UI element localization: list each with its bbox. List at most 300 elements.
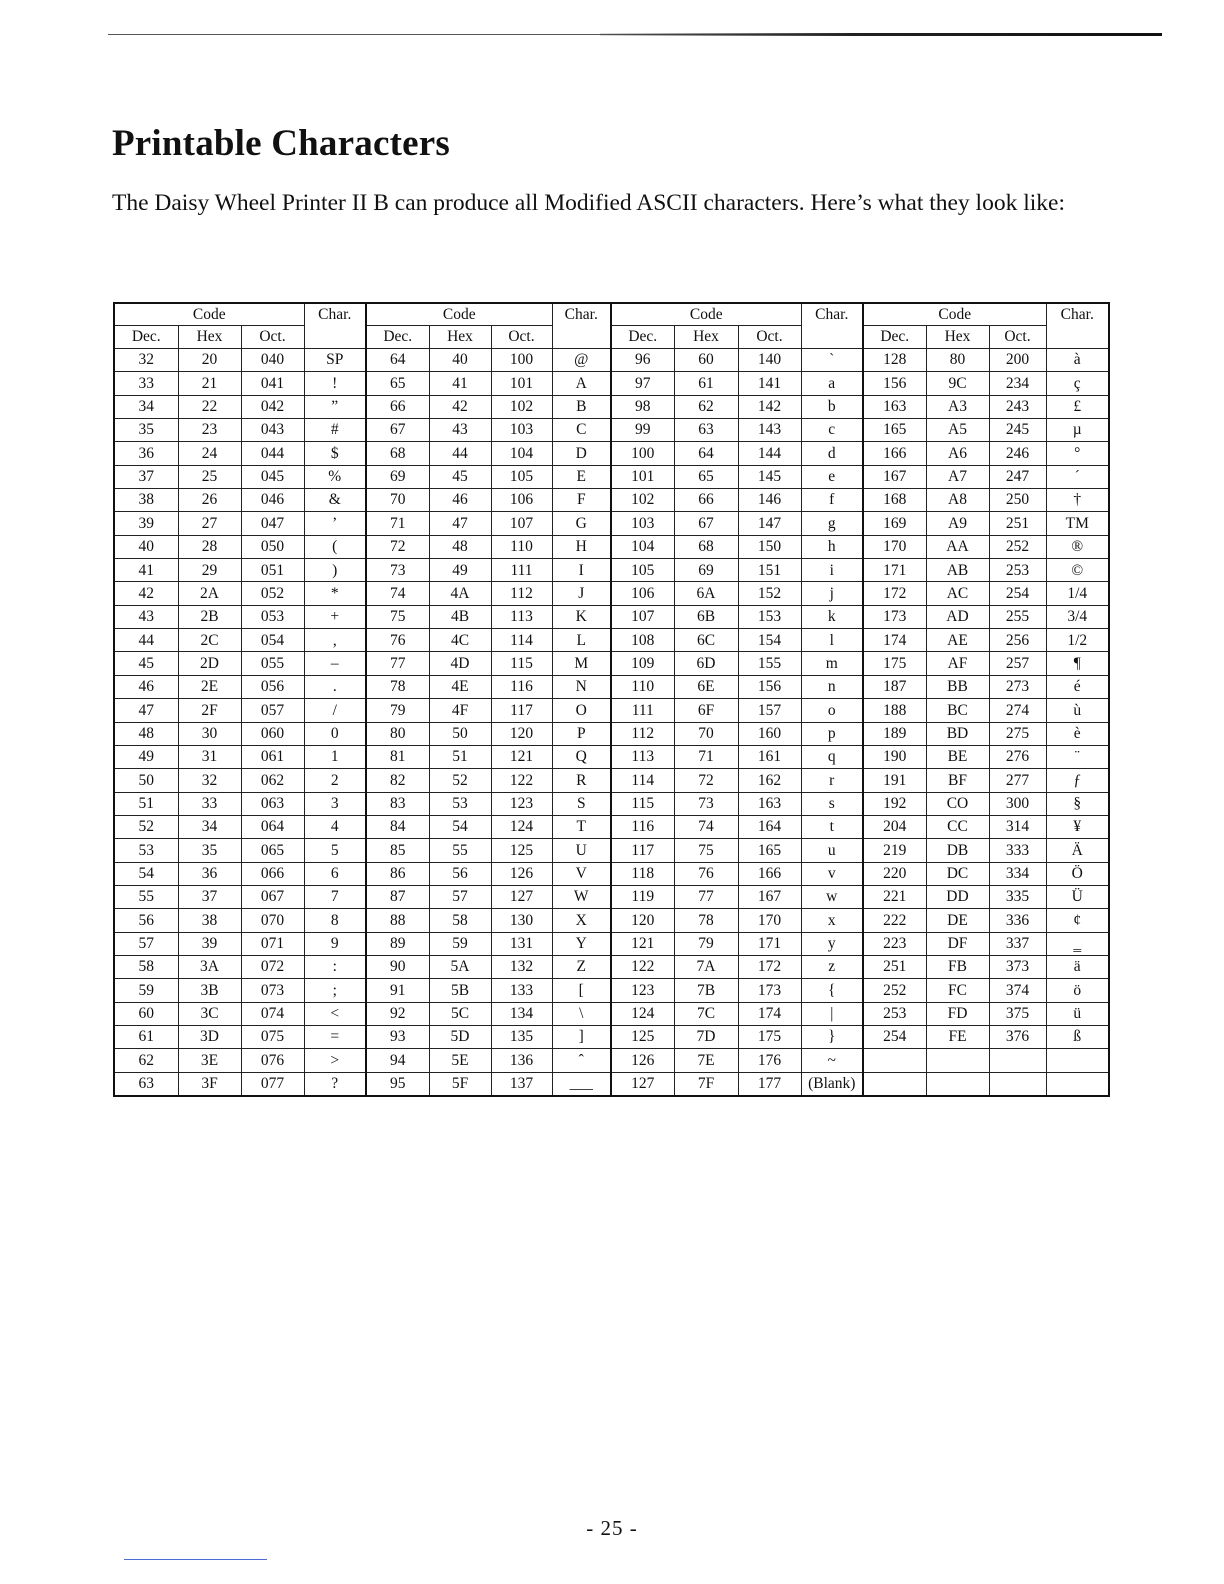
group-1-char-cell: , [304, 629, 366, 652]
group-3-hex-cell: 61 [674, 372, 738, 395]
group-2-oct-cell: 133 [491, 979, 552, 1002]
group-2-char-cell: P [552, 722, 611, 745]
group-4-dec-cell: 163 [863, 395, 926, 418]
group-1-oct-cell: 077 [241, 1072, 304, 1096]
group-4-dec-cell: 175 [863, 652, 926, 675]
group-2-oct-header: Oct. [491, 326, 552, 349]
group-2-char-cell: W [552, 885, 611, 908]
group-2-oct-cell: 134 [491, 1002, 552, 1025]
group-4-dec-cell: 171 [863, 559, 926, 582]
group-4-dec-cell: 156 [863, 372, 926, 395]
group-3-oct-cell: 152 [738, 582, 801, 605]
table-row [114, 862, 1109, 885]
group-3-hex-cell: 70 [674, 722, 738, 745]
group-2-dec-cell: 74 [366, 582, 429, 605]
group-2-oct-cell: 124 [491, 815, 552, 838]
group-1-oct-cell: 060 [241, 722, 304, 745]
group-1-dec-cell: 32 [114, 349, 178, 372]
group-2-char-cell: @ [552, 349, 611, 372]
group-4-hex-cell [926, 1072, 989, 1096]
group-3-oct-cell: 147 [738, 512, 801, 535]
group-2-hex-cell: 47 [429, 512, 491, 535]
group-2-char-cell: M [552, 652, 611, 675]
group-3-dec-cell: 119 [611, 885, 674, 908]
group-3-dec-cell: 97 [611, 372, 674, 395]
group-4-hex-cell: DE [926, 909, 989, 932]
group-2-char-cell: A [552, 372, 611, 395]
group-1-char-cell: $ [304, 442, 366, 465]
table-row [114, 489, 1109, 512]
group-1-oct-cell: 061 [241, 745, 304, 768]
group-4-hex-cell: A8 [926, 489, 989, 512]
group-2-char-cell: Y [552, 932, 611, 955]
group-4-oct-cell: 333 [989, 839, 1046, 862]
group-2-char-cell: B [552, 395, 611, 418]
table-row [114, 535, 1109, 558]
group-2-oct-cell: 117 [491, 699, 552, 722]
group-1-hex-cell: 23 [178, 419, 241, 442]
group-2-oct-cell: 114 [491, 629, 552, 652]
group-2-dec-cell: 89 [366, 932, 429, 955]
group-4-char-cell: ü [1046, 1002, 1109, 1025]
group-3-char-cell: w [801, 885, 863, 908]
group-2-oct-cell: 115 [491, 652, 552, 675]
group-4-dec-cell: 188 [863, 699, 926, 722]
group-4-dec-cell: 128 [863, 349, 926, 372]
group-2-dec-cell: 95 [366, 1072, 429, 1096]
group-1-char-cell: ” [304, 395, 366, 418]
group-4-char-cell: ° [1046, 442, 1109, 465]
group-3-hex-cell: 65 [674, 465, 738, 488]
group-4-hex-cell: FE [926, 1025, 989, 1048]
group-1-hex-cell: 37 [178, 885, 241, 908]
group-2-hex-cell: 4A [429, 582, 491, 605]
group-header-row [114, 303, 1109, 326]
group-3-hex-cell: 75 [674, 839, 738, 862]
group-4-hex-cell: AA [926, 535, 989, 558]
group-3-hex-cell: 60 [674, 349, 738, 372]
group-4-char-cell: £ [1046, 395, 1109, 418]
group-2-oct-cell: 136 [491, 1049, 552, 1072]
group-3-char-cell: c [801, 419, 863, 442]
group-2-char-cell: V [552, 862, 611, 885]
group-2-char-subheader [552, 326, 611, 349]
group-2-oct-cell: 111 [491, 559, 552, 582]
table-row [114, 559, 1109, 582]
group-4-hex-cell: DF [926, 932, 989, 955]
group-3-hex-cell: 67 [674, 512, 738, 535]
group-2-dec-cell: 94 [366, 1049, 429, 1072]
group-1-oct-cell: 067 [241, 885, 304, 908]
table-row [114, 979, 1109, 1002]
group-2-code-header: Code [366, 303, 552, 326]
group-1-char-cell: – [304, 652, 366, 675]
group-1-char-cell: / [304, 699, 366, 722]
group-1-dec-cell: 38 [114, 489, 178, 512]
group-4-hex-cell: BE [926, 745, 989, 768]
group-4-char-cell: Ö [1046, 862, 1109, 885]
group-2-hex-cell: 5E [429, 1049, 491, 1072]
group-4-oct-cell: 373 [989, 955, 1046, 978]
group-4-oct-cell: 253 [989, 559, 1046, 582]
group-2-hex-cell: 46 [429, 489, 491, 512]
group-4-hex-cell: FC [926, 979, 989, 1002]
group-3-oct-cell: 175 [738, 1025, 801, 1048]
group-3-dec-cell: 106 [611, 582, 674, 605]
group-4-char-cell: ¢ [1046, 909, 1109, 932]
group-3-hex-cell: 6E [674, 675, 738, 698]
group-4-char-cell: 1/4 [1046, 582, 1109, 605]
group-3-oct-cell: 163 [738, 792, 801, 815]
group-4-hex-cell: 80 [926, 349, 989, 372]
group-4-char-cell [1046, 1072, 1109, 1096]
group-1-char-cell: 2 [304, 769, 366, 792]
group-3-char-cell: { [801, 979, 863, 1002]
group-1-char-cell: 3 [304, 792, 366, 815]
group-2-char-cell: D [552, 442, 611, 465]
group-2-dec-cell: 73 [366, 559, 429, 582]
group-4-dec-cell: 173 [863, 605, 926, 628]
group-1-oct-cell: 072 [241, 955, 304, 978]
group-3-dec-cell: 96 [611, 349, 674, 372]
group-2-dec-cell: 84 [366, 815, 429, 838]
group-4-dec-cell: 167 [863, 465, 926, 488]
table-row [114, 1072, 1109, 1096]
group-3-char-cell: f [801, 489, 863, 512]
group-2-oct-cell: 135 [491, 1025, 552, 1048]
table-row [114, 372, 1109, 395]
table-row [114, 605, 1109, 628]
group-4-dec-cell: 192 [863, 792, 926, 815]
group-3-oct-cell: 162 [738, 769, 801, 792]
group-1-oct-cell: 070 [241, 909, 304, 932]
group-2-char-cell: U [552, 839, 611, 862]
group-3-char-cell: q [801, 745, 863, 768]
group-1-hex-cell: 3E [178, 1049, 241, 1072]
group-2-hex-cell: 55 [429, 839, 491, 862]
group-2-hex-cell: 4C [429, 629, 491, 652]
group-2-dec-cell: 88 [366, 909, 429, 932]
group-4-hex-cell: A7 [926, 465, 989, 488]
group-3-char-header: Char. [801, 303, 863, 326]
group-2-oct-cell: 101 [491, 372, 552, 395]
table-row [114, 955, 1109, 978]
group-1-dec-cell: 51 [114, 792, 178, 815]
table-row [114, 792, 1109, 815]
group-3-hex-cell: 6C [674, 629, 738, 652]
group-2-dec-cell: 78 [366, 675, 429, 698]
group-1-oct-cell: 050 [241, 535, 304, 558]
group-3-oct-cell: 153 [738, 605, 801, 628]
group-1-char-cell: . [304, 675, 366, 698]
group-1-oct-cell: 065 [241, 839, 304, 862]
group-1-oct-cell: 051 [241, 559, 304, 582]
group-1-oct-cell: 071 [241, 932, 304, 955]
group-2-dec-cell: 68 [366, 442, 429, 465]
group-1-oct-cell: 075 [241, 1025, 304, 1048]
group-3-oct-cell: 140 [738, 349, 801, 372]
group-3-char-cell: ~ [801, 1049, 863, 1072]
group-1-dec-cell: 41 [114, 559, 178, 582]
group-2-oct-cell: 110 [491, 535, 552, 558]
group-1-oct-cell: 052 [241, 582, 304, 605]
group-2-char-cell: ˆ [552, 1049, 611, 1072]
group-4-oct-cell: 256 [989, 629, 1046, 652]
group-4-char-cell [1046, 1049, 1109, 1072]
group-1-dec-cell: 44 [114, 629, 178, 652]
group-1-oct-cell: 057 [241, 699, 304, 722]
group-1-char-cell: SP [304, 349, 366, 372]
group-3-hex-cell: 74 [674, 815, 738, 838]
group-1-oct-cell: 047 [241, 512, 304, 535]
intro-paragraph: The Daisy Wheel Printer II B can produce all Modified ASCII characters. Here’s what they look like: [112, 190, 1065, 216]
group-4-oct-cell: 243 [989, 395, 1046, 418]
group-4-dec-cell [863, 1049, 926, 1072]
group-1-hex-cell: 2F [178, 699, 241, 722]
group-2-char-cell: H [552, 535, 611, 558]
group-1-dec-header: Dec. [114, 326, 178, 349]
group-3-char-cell: e [801, 465, 863, 488]
group-4-hex-cell: AD [926, 605, 989, 628]
group-4-oct-cell [989, 1072, 1046, 1096]
group-4-hex-cell: AF [926, 652, 989, 675]
group-1-hex-header: Hex [178, 326, 241, 349]
group-3-hex-cell: 6A [674, 582, 738, 605]
group-3-char-subheader [801, 326, 863, 349]
page-title: Printable Characters [112, 123, 450, 164]
group-1-dec-cell: 48 [114, 722, 178, 745]
group-4-char-cell: é [1046, 675, 1109, 698]
group-2-char-cell: I [552, 559, 611, 582]
group-3-oct-header: Oct. [738, 326, 801, 349]
group-2-char-cell: X [552, 909, 611, 932]
group-1-hex-cell: 34 [178, 815, 241, 838]
group-3-hex-cell: 7E [674, 1049, 738, 1072]
group-2-oct-cell: 130 [491, 909, 552, 932]
table-row [114, 1025, 1109, 1048]
group-4-oct-cell: 254 [989, 582, 1046, 605]
group-3-hex-cell: 7F [674, 1072, 738, 1096]
group-1-char-cell: ; [304, 979, 366, 1002]
group-3-hex-cell: 63 [674, 419, 738, 442]
group-2-oct-cell: 113 [491, 605, 552, 628]
group-2-char-cell: \ [552, 1002, 611, 1025]
group-3-dec-cell: 126 [611, 1049, 674, 1072]
group-3-oct-cell: 164 [738, 815, 801, 838]
group-4-dec-cell: 251 [863, 955, 926, 978]
group-3-dec-cell: 113 [611, 745, 674, 768]
group-3-dec-cell: 117 [611, 839, 674, 862]
group-1-hex-cell: 2C [178, 629, 241, 652]
group-1-dec-cell: 49 [114, 745, 178, 768]
group-1-oct-cell: 041 [241, 372, 304, 395]
group-2-dec-cell: 65 [366, 372, 429, 395]
group-2-dec-cell: 87 [366, 885, 429, 908]
group-2-hex-cell: 5D [429, 1025, 491, 1048]
group-1-dec-cell: 58 [114, 955, 178, 978]
group-4-oct-cell: 246 [989, 442, 1046, 465]
group-1-oct-cell: 040 [241, 349, 304, 372]
table-row [114, 1049, 1109, 1072]
group-3-hex-cell: 66 [674, 489, 738, 512]
group-3-char-cell: h [801, 535, 863, 558]
group-4-oct-cell: 200 [989, 349, 1046, 372]
group-4-code-header: Code [863, 303, 1046, 326]
group-1-hex-cell: 35 [178, 839, 241, 862]
group-1-hex-cell: 3C [178, 1002, 241, 1025]
group-2-hex-cell: 57 [429, 885, 491, 908]
group-3-dec-cell: 98 [611, 395, 674, 418]
group-1-dec-cell: 35 [114, 419, 178, 442]
group-1-hex-cell: 2B [178, 605, 241, 628]
group-2-char-cell: O [552, 699, 611, 722]
group-3-hex-header: Hex [674, 326, 738, 349]
group-3-char-cell: d [801, 442, 863, 465]
group-3-dec-cell: 121 [611, 932, 674, 955]
group-4-oct-cell: 334 [989, 862, 1046, 885]
group-1-hex-cell: 33 [178, 792, 241, 815]
group-1-hex-cell: 26 [178, 489, 241, 512]
table-row [114, 675, 1109, 698]
group-1-dec-cell: 39 [114, 512, 178, 535]
group-3-oct-cell: 174 [738, 1002, 801, 1025]
group-3-hex-cell: 79 [674, 932, 738, 955]
table-row [114, 745, 1109, 768]
group-2-hex-cell: 50 [429, 722, 491, 745]
group-4-char-cell: Ü [1046, 885, 1109, 908]
group-4-oct-cell: 300 [989, 792, 1046, 815]
group-4-char-cell: ¨ [1046, 745, 1109, 768]
group-4-char-cell: à [1046, 349, 1109, 372]
group-4-hex-cell: FD [926, 1002, 989, 1025]
group-2-char-cell: ___ [552, 1072, 611, 1096]
group-2-hex-cell: 5B [429, 979, 491, 1002]
group-3-hex-cell: 7B [674, 979, 738, 1002]
group-2-char-cell: J [552, 582, 611, 605]
group-3-hex-cell: 6B [674, 605, 738, 628]
group-2-dec-cell: 82 [366, 769, 429, 792]
group-2-hex-cell: 41 [429, 372, 491, 395]
table-row [114, 465, 1109, 488]
group-2-hex-cell: 4B [429, 605, 491, 628]
group-2-dec-cell: 72 [366, 535, 429, 558]
group-2-oct-cell: 131 [491, 932, 552, 955]
group-3-hex-cell: 7C [674, 1002, 738, 1025]
group-2-oct-cell: 123 [491, 792, 552, 815]
group-4-char-cell: § [1046, 792, 1109, 815]
table-row [114, 395, 1109, 418]
group-1-hex-cell: 25 [178, 465, 241, 488]
group-1-oct-cell: 042 [241, 395, 304, 418]
group-1-char-cell: * [304, 582, 366, 605]
group-2-hex-cell: 56 [429, 862, 491, 885]
group-3-char-cell: x [801, 909, 863, 932]
group-4-dec-cell: 223 [863, 932, 926, 955]
group-2-hex-cell: 5A [429, 955, 491, 978]
group-1-oct-cell: 063 [241, 792, 304, 815]
group-4-hex-cell: FB [926, 955, 989, 978]
group-4-char-cell: ‗ [1046, 932, 1109, 955]
group-4-oct-cell: 276 [989, 745, 1046, 768]
group-3-oct-cell: 166 [738, 862, 801, 885]
group-1-oct-cell: 062 [241, 769, 304, 792]
group-1-dec-cell: 34 [114, 395, 178, 418]
group-1-char-cell: = [304, 1025, 366, 1048]
table-row [114, 419, 1109, 442]
group-3-oct-cell: 143 [738, 419, 801, 442]
group-4-hex-cell: A3 [926, 395, 989, 418]
group-4-hex-cell: A9 [926, 512, 989, 535]
group-1-char-cell: 1 [304, 745, 366, 768]
group-2-oct-cell: 137 [491, 1072, 552, 1096]
group-4-char-cell: ç [1046, 372, 1109, 395]
group-3-char-cell: o [801, 699, 863, 722]
group-2-oct-cell: 104 [491, 442, 552, 465]
group-1-dec-cell: 45 [114, 652, 178, 675]
group-3-dec-cell: 101 [611, 465, 674, 488]
group-3-dec-cell: 120 [611, 909, 674, 932]
group-4-oct-cell: 245 [989, 419, 1046, 442]
group-3-dec-cell: 122 [611, 955, 674, 978]
group-4-oct-cell: 251 [989, 512, 1046, 535]
group-2-oct-cell: 127 [491, 885, 552, 908]
group-3-char-cell: m [801, 652, 863, 675]
group-2-dec-cell: 92 [366, 1002, 429, 1025]
group-3-char-cell: ` [801, 349, 863, 372]
group-1-char-cell: + [304, 605, 366, 628]
group-2-dec-cell: 79 [366, 699, 429, 722]
table-row [114, 909, 1109, 932]
group-3-char-cell: v [801, 862, 863, 885]
group-4-hex-cell: AB [926, 559, 989, 582]
group-1-char-cell: ( [304, 535, 366, 558]
group-4-oct-cell: 255 [989, 605, 1046, 628]
group-2-char-cell: N [552, 675, 611, 698]
group-3-char-cell: } [801, 1025, 863, 1048]
group-2-char-cell: E [552, 465, 611, 488]
group-4-oct-cell: 252 [989, 535, 1046, 558]
group-4-char-cell: ß [1046, 1025, 1109, 1048]
page-number: - 25 - [586, 1516, 638, 1540]
group-1-char-cell: < [304, 1002, 366, 1025]
group-2-hex-cell: 48 [429, 535, 491, 558]
group-2-hex-header: Hex [429, 326, 491, 349]
group-1-dec-cell: 47 [114, 699, 178, 722]
group-1-hex-cell: 36 [178, 862, 241, 885]
group-4-dec-cell: 252 [863, 979, 926, 1002]
group-3-dec-cell: 112 [611, 722, 674, 745]
group-3-dec-cell: 111 [611, 699, 674, 722]
group-3-oct-cell: 151 [738, 559, 801, 582]
group-1-oct-cell: 043 [241, 419, 304, 442]
group-2-char-cell: L [552, 629, 611, 652]
group-3-hex-cell: 6D [674, 652, 738, 675]
group-2-dec-cell: 81 [366, 745, 429, 768]
group-3-oct-cell: 161 [738, 745, 801, 768]
group-3-oct-cell: 141 [738, 372, 801, 395]
group-1-dec-cell: 59 [114, 979, 178, 1002]
group-4-dec-header: Dec. [863, 326, 926, 349]
group-1-hex-cell: 31 [178, 745, 241, 768]
table-row [114, 815, 1109, 838]
group-3-dec-cell: 115 [611, 792, 674, 815]
group-4-char-cell: è [1046, 722, 1109, 745]
group-4-oct-cell: 374 [989, 979, 1046, 1002]
group-1-hex-cell: 21 [178, 372, 241, 395]
group-1-hex-cell: 2E [178, 675, 241, 698]
group-2-hex-cell: 43 [429, 419, 491, 442]
group-1-char-cell: ? [304, 1072, 366, 1096]
